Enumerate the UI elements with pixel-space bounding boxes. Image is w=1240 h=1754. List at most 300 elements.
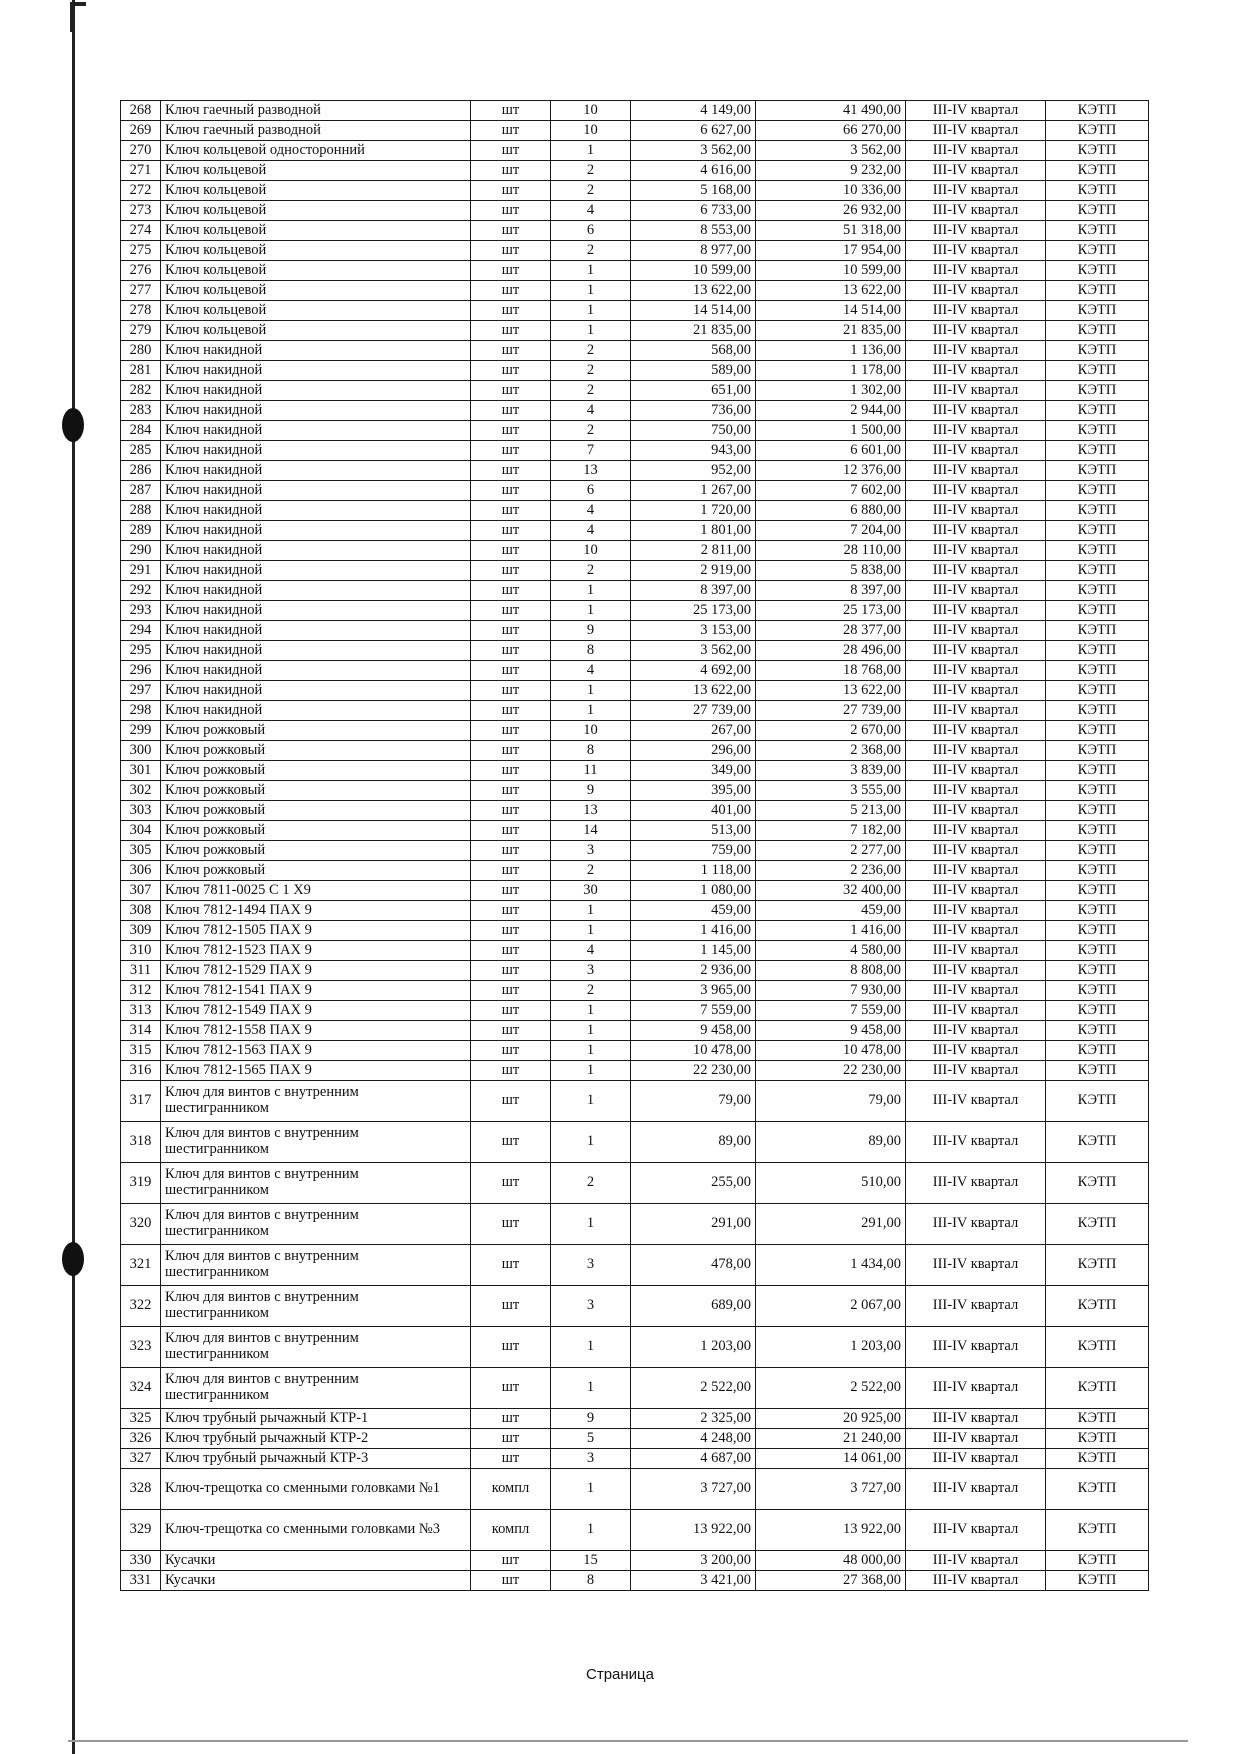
table-row <box>121 1571 1149 1591</box>
period-cell: III-IV квартал <box>906 1327 1046 1368</box>
unit-price-cell: 3 562,00 <box>631 141 756 161</box>
item-name: Ключ 7812-1558 ПАХ 9 <box>161 1021 471 1041</box>
department-cell: КЭТП <box>1046 721 1149 741</box>
table-row <box>121 481 1149 501</box>
row-number: 286 <box>121 461 161 481</box>
row-number: 284 <box>121 421 161 441</box>
total-cost-cell: 459,00 <box>756 901 906 921</box>
unit-price-cell: 2 522,00 <box>631 1368 756 1409</box>
unit-price-cell: 4 149,00 <box>631 101 756 121</box>
item-name: Ключ для винтов с внутренним шестигранником <box>161 1163 471 1204</box>
item-name: Ключ 7812-1529 ПАХ 9 <box>161 961 471 981</box>
row-number: 290 <box>121 541 161 561</box>
period-cell: III-IV квартал <box>906 481 1046 501</box>
department-cell: КЭТП <box>1046 1571 1149 1591</box>
row-number: 294 <box>121 621 161 641</box>
total-cost-cell: 9 232,00 <box>756 161 906 181</box>
total-cost-cell: 25 173,00 <box>756 601 906 621</box>
table-row <box>121 441 1149 461</box>
unit-cell: компл <box>471 1469 551 1510</box>
row-number: 289 <box>121 521 161 541</box>
quantity-cell: 1 <box>551 1122 631 1163</box>
quantity-cell: 1 <box>551 701 631 721</box>
table-row <box>121 1021 1149 1041</box>
quantity-cell: 1 <box>551 1510 631 1551</box>
unit-price-cell: 291,00 <box>631 1204 756 1245</box>
item-name: Ключ накидной <box>161 561 471 581</box>
table-row <box>121 241 1149 261</box>
period-cell: III-IV квартал <box>906 381 1046 401</box>
department-cell: КЭТП <box>1046 581 1149 601</box>
total-cost-cell: 7 182,00 <box>756 821 906 841</box>
period-cell: III-IV квартал <box>906 761 1046 781</box>
row-number: 302 <box>121 781 161 801</box>
row-number: 313 <box>121 1001 161 1021</box>
unit-cell: шт <box>471 1245 551 1286</box>
row-number: 327 <box>121 1449 161 1469</box>
table-row <box>121 561 1149 581</box>
item-name: Ключ кольцевой <box>161 261 471 281</box>
period-cell: III-IV квартал <box>906 181 1046 201</box>
unit-cell: шт <box>471 1286 551 1327</box>
department-cell: КЭТП <box>1046 1368 1149 1409</box>
total-cost-cell: 66 270,00 <box>756 121 906 141</box>
unit-price-cell: 3 562,00 <box>631 641 756 661</box>
unit-price-cell: 8 397,00 <box>631 581 756 601</box>
row-number: 273 <box>121 201 161 221</box>
item-name: Ключ накидной <box>161 541 471 561</box>
row-number: 307 <box>121 881 161 901</box>
unit-price-cell: 13 622,00 <box>631 281 756 301</box>
row-number: 272 <box>121 181 161 201</box>
unit-price-cell: 1 080,00 <box>631 881 756 901</box>
period-cell: III-IV квартал <box>906 901 1046 921</box>
period-cell: III-IV квартал <box>906 1510 1046 1551</box>
row-number: 325 <box>121 1409 161 1429</box>
total-cost-cell: 32 400,00 <box>756 881 906 901</box>
unit-cell: шт <box>471 641 551 661</box>
total-cost-cell: 8 397,00 <box>756 581 906 601</box>
row-number: 303 <box>121 801 161 821</box>
period-cell: III-IV квартал <box>906 941 1046 961</box>
unit-cell: шт <box>471 1571 551 1591</box>
quantity-cell: 10 <box>551 721 631 741</box>
item-name: Ключ трубный рычажный КТР-2 <box>161 1429 471 1449</box>
row-number: 269 <box>121 121 161 141</box>
period-cell: III-IV квартал <box>906 781 1046 801</box>
table-row <box>121 1041 1149 1061</box>
item-name: Ключ для винтов с внутренним шестигранником <box>161 1122 471 1163</box>
item-name: Ключ кольцевой <box>161 321 471 341</box>
period-cell: III-IV квартал <box>906 441 1046 461</box>
quantity-cell: 1 <box>551 1469 631 1510</box>
department-cell: КЭТП <box>1046 201 1149 221</box>
unit-price-cell: 736,00 <box>631 401 756 421</box>
department-cell: КЭТП <box>1046 181 1149 201</box>
unit-price-cell: 3 421,00 <box>631 1571 756 1591</box>
unit-price-cell: 13 622,00 <box>631 681 756 701</box>
item-name: Ключ накидной <box>161 601 471 621</box>
item-name: Ключ гаечный разводной <box>161 121 471 141</box>
total-cost-cell: 12 376,00 <box>756 461 906 481</box>
department-cell: КЭТП <box>1046 1163 1149 1204</box>
table-row <box>121 501 1149 521</box>
unit-cell: шт <box>471 961 551 981</box>
quantity-cell: 4 <box>551 521 631 541</box>
unit-cell: шт <box>471 301 551 321</box>
total-cost-cell: 6 601,00 <box>756 441 906 461</box>
table-row <box>121 1409 1149 1429</box>
total-cost-cell: 3 555,00 <box>756 781 906 801</box>
unit-price-cell: 2 811,00 <box>631 541 756 561</box>
total-cost-cell: 28 110,00 <box>756 541 906 561</box>
quantity-cell: 9 <box>551 781 631 801</box>
department-cell: КЭТП <box>1046 1551 1149 1571</box>
department-cell: КЭТП <box>1046 341 1149 361</box>
row-number: 278 <box>121 301 161 321</box>
row-number: 329 <box>121 1510 161 1551</box>
total-cost-cell: 1 203,00 <box>756 1327 906 1368</box>
item-name: Кусачки <box>161 1551 471 1571</box>
total-cost-cell: 2 368,00 <box>756 741 906 761</box>
row-number: 274 <box>121 221 161 241</box>
unit-cell: шт <box>471 1551 551 1571</box>
row-number: 281 <box>121 361 161 381</box>
period-cell: III-IV квартал <box>906 1041 1046 1061</box>
table-row <box>121 861 1149 881</box>
department-cell: КЭТП <box>1046 941 1149 961</box>
item-name: Ключ-трещотка со сменными головками №1 <box>161 1469 471 1510</box>
total-cost-cell: 28 377,00 <box>756 621 906 641</box>
unit-cell: шт <box>471 801 551 821</box>
unit-cell: шт <box>471 621 551 641</box>
unit-price-cell: 8 553,00 <box>631 221 756 241</box>
item-name: Ключ накидной <box>161 401 471 421</box>
unit-cell: шт <box>471 861 551 881</box>
row-number: 279 <box>121 321 161 341</box>
equipment-table <box>120 100 1149 1591</box>
item-name: Ключ для винтов с внутренним шестигранником <box>161 1327 471 1368</box>
period-cell: III-IV квартал <box>906 801 1046 821</box>
unit-cell: шт <box>471 701 551 721</box>
period-cell: III-IV квартал <box>906 1204 1046 1245</box>
period-cell: III-IV квартал <box>906 641 1046 661</box>
period-cell: III-IV квартал <box>906 141 1046 161</box>
table-row <box>121 1081 1149 1122</box>
department-cell: КЭТП <box>1046 1021 1149 1041</box>
department-cell: КЭТП <box>1046 1122 1149 1163</box>
department-cell: КЭТП <box>1046 561 1149 581</box>
item-name: Ключ накидной <box>161 681 471 701</box>
unit-cell: шт <box>471 981 551 1001</box>
row-number: 323 <box>121 1327 161 1368</box>
quantity-cell: 4 <box>551 941 631 961</box>
item-name: Ключ рожковый <box>161 781 471 801</box>
unit-cell: шт <box>471 881 551 901</box>
period-cell: III-IV квартал <box>906 1286 1046 1327</box>
unit-cell: шт <box>471 581 551 601</box>
total-cost-cell: 2 236,00 <box>756 861 906 881</box>
table-row <box>121 1429 1149 1449</box>
row-number: 297 <box>121 681 161 701</box>
department-cell: КЭТП <box>1046 241 1149 261</box>
row-number: 320 <box>121 1204 161 1245</box>
row-number: 321 <box>121 1245 161 1286</box>
quantity-cell: 3 <box>551 961 631 981</box>
total-cost-cell: 13 922,00 <box>756 1510 906 1551</box>
table-row <box>121 221 1149 241</box>
total-cost-cell: 14 061,00 <box>756 1449 906 1469</box>
quantity-cell: 8 <box>551 1571 631 1591</box>
unit-cell: шт <box>471 1021 551 1041</box>
quantity-cell: 1 <box>551 261 631 281</box>
quantity-cell: 5 <box>551 1429 631 1449</box>
table-row <box>121 1122 1149 1163</box>
table-row <box>121 461 1149 481</box>
table-row <box>121 841 1149 861</box>
unit-price-cell: 27 739,00 <box>631 701 756 721</box>
unit-cell: шт <box>471 361 551 381</box>
total-cost-cell: 1 434,00 <box>756 1245 906 1286</box>
table-row <box>121 801 1149 821</box>
unit-cell: шт <box>471 601 551 621</box>
table-row <box>121 901 1149 921</box>
item-name: Ключ кольцевой <box>161 241 471 261</box>
total-cost-cell: 10 336,00 <box>756 181 906 201</box>
total-cost-cell: 2 944,00 <box>756 401 906 421</box>
table-row <box>121 401 1149 421</box>
department-cell: КЭТП <box>1046 761 1149 781</box>
period-cell: III-IV квартал <box>906 1368 1046 1409</box>
period-cell: III-IV квартал <box>906 961 1046 981</box>
item-name: Ключ накидной <box>161 621 471 641</box>
period-cell: III-IV квартал <box>906 161 1046 181</box>
unit-cell: шт <box>471 161 551 181</box>
unit-price-cell: 1 118,00 <box>631 861 756 881</box>
department-cell: КЭТП <box>1046 361 1149 381</box>
unit-price-cell: 459,00 <box>631 901 756 921</box>
unit-cell: шт <box>471 1429 551 1449</box>
period-cell: III-IV квартал <box>906 701 1046 721</box>
table-row <box>121 721 1149 741</box>
unit-cell: шт <box>471 681 551 701</box>
item-name: Ключ гаечный разводной <box>161 101 471 121</box>
item-name: Ключ кольцевой <box>161 301 471 321</box>
unit-price-cell: 1 720,00 <box>631 501 756 521</box>
unit-cell: шт <box>471 1327 551 1368</box>
table-row <box>121 621 1149 641</box>
item-name: Ключ 7811-0025 С 1 Х9 <box>161 881 471 901</box>
department-cell: КЭТП <box>1046 1469 1149 1510</box>
quantity-cell: 10 <box>551 101 631 121</box>
quantity-cell: 6 <box>551 221 631 241</box>
period-cell: III-IV квартал <box>906 521 1046 541</box>
department-cell: КЭТП <box>1046 681 1149 701</box>
table-row <box>121 881 1149 901</box>
row-number: 326 <box>121 1429 161 1449</box>
quantity-cell: 3 <box>551 1449 631 1469</box>
department-cell: КЭТП <box>1046 221 1149 241</box>
department-cell: КЭТП <box>1046 661 1149 681</box>
period-cell: III-IV квартал <box>906 1469 1046 1510</box>
unit-cell: шт <box>471 901 551 921</box>
row-number: 324 <box>121 1368 161 1409</box>
total-cost-cell: 9 458,00 <box>756 1021 906 1041</box>
department-cell: КЭТП <box>1046 1061 1149 1081</box>
item-name: Ключ кольцевой <box>161 181 471 201</box>
total-cost-cell: 48 000,00 <box>756 1551 906 1571</box>
department-cell: КЭТП <box>1046 421 1149 441</box>
row-number: 276 <box>121 261 161 281</box>
department-cell: КЭТП <box>1046 841 1149 861</box>
unit-price-cell: 255,00 <box>631 1163 756 1204</box>
item-name: Ключ 7812-1541 ПАХ 9 <box>161 981 471 1001</box>
item-name: Ключ накидной <box>161 381 471 401</box>
unit-price-cell: 4 248,00 <box>631 1429 756 1449</box>
total-cost-cell: 27 368,00 <box>756 1571 906 1591</box>
table-row <box>121 961 1149 981</box>
period-cell: III-IV квартал <box>906 401 1046 421</box>
table-row <box>121 701 1149 721</box>
item-name: Ключ 7812-1549 ПАХ 9 <box>161 1001 471 1021</box>
item-name: Ключ накидной <box>161 421 471 441</box>
quantity-cell: 1 <box>551 1327 631 1368</box>
table-row <box>121 521 1149 541</box>
total-cost-cell: 5 213,00 <box>756 801 906 821</box>
department-cell: КЭТП <box>1046 541 1149 561</box>
row-number: 283 <box>121 401 161 421</box>
row-number: 322 <box>121 1286 161 1327</box>
table-row <box>121 781 1149 801</box>
period-cell: III-IV квартал <box>906 841 1046 861</box>
quantity-cell: 1 <box>551 1081 631 1122</box>
unit-cell: шт <box>471 1409 551 1429</box>
total-cost-cell: 7 602,00 <box>756 481 906 501</box>
quantity-cell: 13 <box>551 461 631 481</box>
period-cell: III-IV квартал <box>906 261 1046 281</box>
quantity-cell: 6 <box>551 481 631 501</box>
period-cell: III-IV квартал <box>906 1081 1046 1122</box>
table-row <box>121 921 1149 941</box>
row-number: 280 <box>121 341 161 361</box>
period-cell: III-IV квартал <box>906 461 1046 481</box>
total-cost-cell: 5 838,00 <box>756 561 906 581</box>
unit-price-cell: 689,00 <box>631 1286 756 1327</box>
item-name: Ключ накидной <box>161 361 471 381</box>
total-cost-cell: 1 302,00 <box>756 381 906 401</box>
table-row <box>121 1449 1149 1469</box>
unit-price-cell: 3 153,00 <box>631 621 756 641</box>
table-row <box>121 201 1149 221</box>
row-number: 318 <box>121 1122 161 1163</box>
total-cost-cell: 7 204,00 <box>756 521 906 541</box>
unit-price-cell: 3 727,00 <box>631 1469 756 1510</box>
item-name: Ключ рожковый <box>161 761 471 781</box>
period-cell: III-IV квартал <box>906 121 1046 141</box>
period-cell: III-IV квартал <box>906 1061 1046 1081</box>
row-number: 330 <box>121 1551 161 1571</box>
table-row <box>121 1469 1149 1510</box>
period-cell: III-IV квартал <box>906 1122 1046 1163</box>
department-cell: КЭТП <box>1046 601 1149 621</box>
quantity-cell: 1 <box>551 321 631 341</box>
department-cell: КЭТП <box>1046 441 1149 461</box>
item-name: Ключ 7812-1565 ПАХ 9 <box>161 1061 471 1081</box>
unit-price-cell: 4 692,00 <box>631 661 756 681</box>
unit-price-cell: 4 616,00 <box>631 161 756 181</box>
table-row <box>121 941 1149 961</box>
unit-price-cell: 2 936,00 <box>631 961 756 981</box>
row-number: 317 <box>121 1081 161 1122</box>
unit-price-cell: 1 203,00 <box>631 1327 756 1368</box>
period-cell: III-IV квартал <box>906 361 1046 381</box>
period-cell: III-IV квартал <box>906 501 1046 521</box>
department-cell: КЭТП <box>1046 121 1149 141</box>
unit-price-cell: 89,00 <box>631 1122 756 1163</box>
department-cell: КЭТП <box>1046 1286 1149 1327</box>
quantity-cell: 4 <box>551 661 631 681</box>
unit-cell: шт <box>471 941 551 961</box>
quantity-cell: 1 <box>551 1001 631 1021</box>
row-number: 277 <box>121 281 161 301</box>
department-cell: КЭТП <box>1046 321 1149 341</box>
period-cell: III-IV квартал <box>906 321 1046 341</box>
binder-hole-mark <box>62 1242 84 1276</box>
unit-cell: шт <box>471 401 551 421</box>
unit-price-cell: 943,00 <box>631 441 756 461</box>
table-row <box>121 261 1149 281</box>
item-name: Кусачки <box>161 1571 471 1591</box>
table-row <box>121 1061 1149 1081</box>
unit-price-cell: 759,00 <box>631 841 756 861</box>
item-name: Ключ рожковый <box>161 721 471 741</box>
unit-price-cell: 952,00 <box>631 461 756 481</box>
period-cell: III-IV квартал <box>906 301 1046 321</box>
item-name: Ключ 7812-1505 ПАХ 9 <box>161 921 471 941</box>
table-row <box>121 1510 1149 1551</box>
table-row <box>121 301 1149 321</box>
row-number: 282 <box>121 381 161 401</box>
period-cell: III-IV квартал <box>906 201 1046 221</box>
unit-cell: шт <box>471 1449 551 1469</box>
period-cell: III-IV квартал <box>906 101 1046 121</box>
department-cell: КЭТП <box>1046 521 1149 541</box>
total-cost-cell: 3 727,00 <box>756 1469 906 1510</box>
total-cost-cell: 1 416,00 <box>756 921 906 941</box>
unit-price-cell: 401,00 <box>631 801 756 821</box>
department-cell: КЭТП <box>1046 1429 1149 1449</box>
department-cell: КЭТП <box>1046 1204 1149 1245</box>
period-cell: III-IV квартал <box>906 1449 1046 1469</box>
row-number: 270 <box>121 141 161 161</box>
item-name: Ключ рожковый <box>161 861 471 881</box>
table-row <box>121 981 1149 1001</box>
item-name: Ключ 7812-1563 ПАХ 9 <box>161 1041 471 1061</box>
unit-cell: шт <box>471 541 551 561</box>
table-row <box>121 821 1149 841</box>
item-name: Ключ накидной <box>161 341 471 361</box>
scan-edge-corner <box>70 2 86 32</box>
table-row <box>121 1163 1149 1204</box>
quantity-cell: 2 <box>551 341 631 361</box>
row-number: 292 <box>121 581 161 601</box>
quantity-cell: 13 <box>551 801 631 821</box>
quantity-cell: 4 <box>551 501 631 521</box>
item-name: Ключ трубный рычажный КТР-3 <box>161 1449 471 1469</box>
department-cell: КЭТП <box>1046 861 1149 881</box>
department-cell: КЭТП <box>1046 381 1149 401</box>
row-number: 306 <box>121 861 161 881</box>
